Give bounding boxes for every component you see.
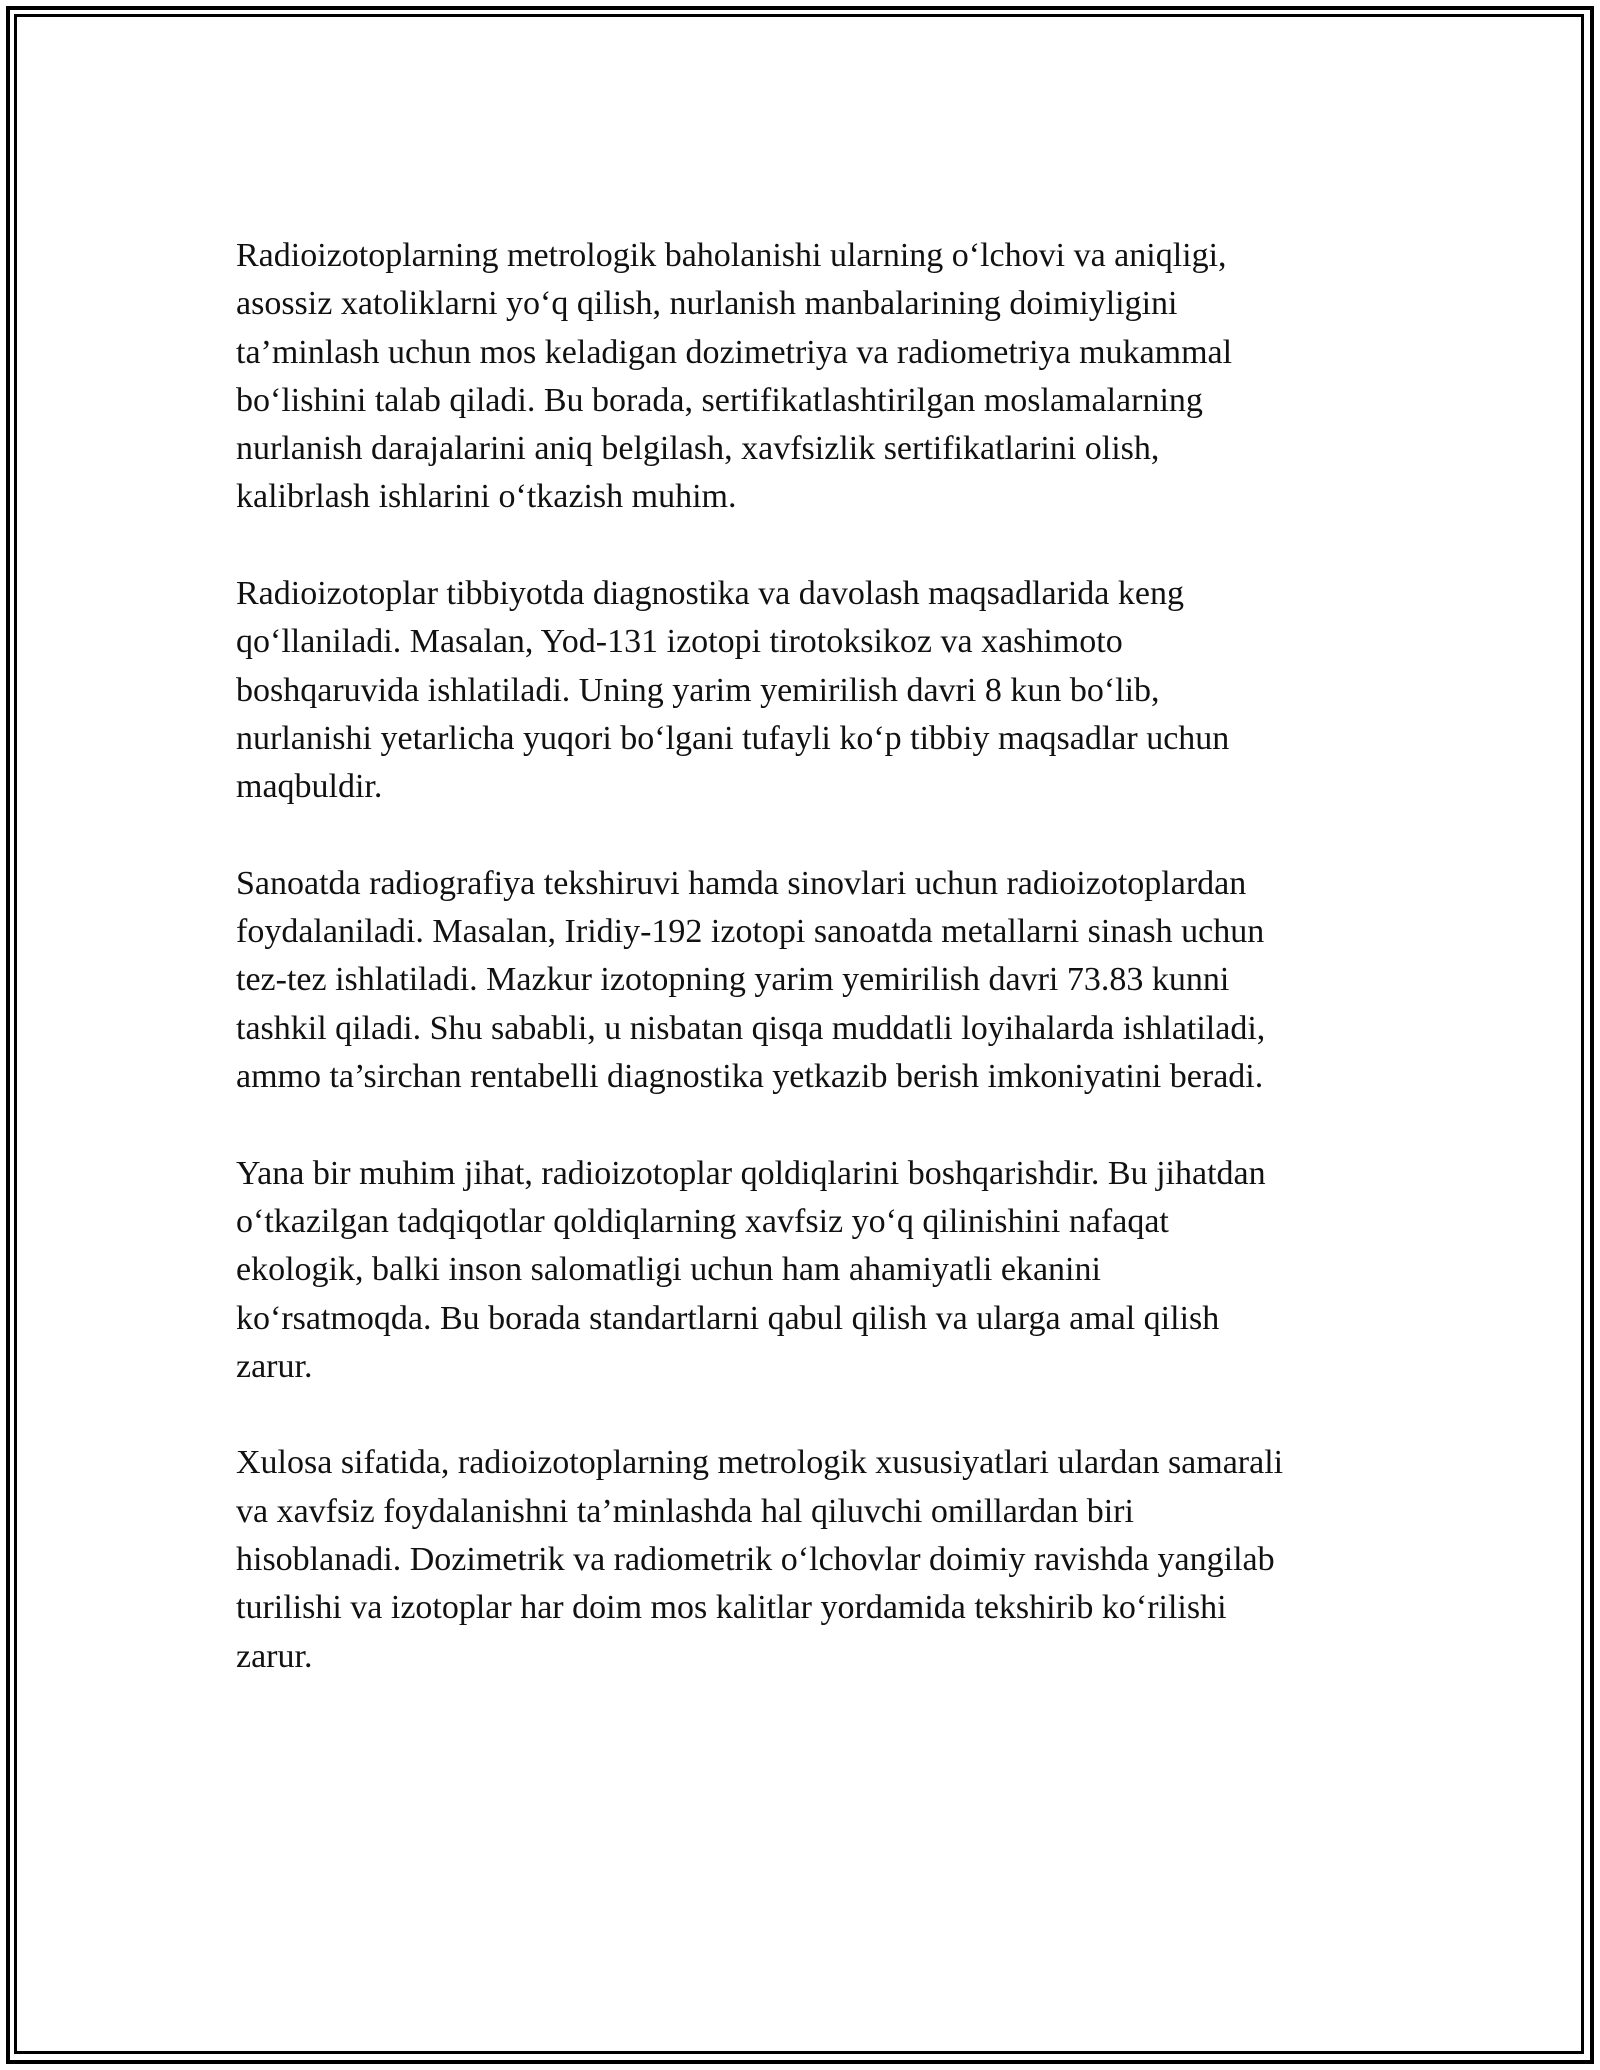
paragraph-industry: Sanoatda radiografiya tekshiruvi hamda sinovlari uchun radioizotoplardan foydalaniladi. Masalan, Iridiy-192 izotopi sanoatda metallarni sinash uchun tez-tez ishlatiladi. Mazkur izotopning yarim yemirilish davri 73.83 kunni tashkil qiladi. Shu sababli, u nisbatan qisqa muddatli loyihalarda ishlatiladi, ammo ta’sirchan rentabelli diagnostika yetkazib berish imkoniyatini beradi. [236,864,1266,1096]
document-body [236,232,1396,1729]
paragraph-metrology: Radioizotoplarning metrologik baholanishi ularning o‘lchovi va aniqligi, asossiz xatoliklarni yo‘q qilish, nurlanish manbalarining doimiyligini ta’minlash uchun mos keladigan dozimetriya va radiometriya mukammal bo‘lishini talab qiladi. Bu borada, sertifikatlashtirilgan moslamalarning nurlanish darajalarini aniq belgilash, xavfsizlik sertifikatlarini olish, kalibrlash ishlarini o‘tkazish muhim. [236,237,1233,516]
paragraph-medicine: Radioizotoplar tibbiyotda diagnostika va davolash maqsadlarida keng qo‘llaniladi. Masalan, Yod-131 izotopi tirotoksikoz va xashimoto boshqaruvida ishlatiladi. Uning yarim yemirilish davri 8 kun bo‘lib, nurlanishi yetarlicha yuqori bo‘lgani tufayli ko‘p tibbiy maqsadlar uchun maqbuldir. [236,575,1230,806]
paragraph-waste: Yana bir muhim jihat, radioizotoplar qoldiqlarini boshqarishdir. Bu jihatdan o‘tkazilgan tadqiqotlar qoldiqlarning xavfsiz yo‘q qilinishini nafaqat ekologik, balki inson salomatligi uchun ham ahamiyatli ekanini ko‘rsatmoqda. Bu borada standartlarni qabul qilish va ularga amal qilish zarur. [236,1154,1266,1385]
paragraph-conclusion: Xulosa sifatida, radioizotoplarning metrologik xususiyatlari ulardan samarali va xavfsiz foydalanishni ta’minlashda hal qiluvchi omillardan biri hisoblanadi. Dozimetrik va radiometrik o‘lchovlar doimiy ravishda yangilab turilishi va izotoplar har doim mos kalitlar yordamida tekshirib ko‘rilishi zarur. [236,1444,1284,1675]
